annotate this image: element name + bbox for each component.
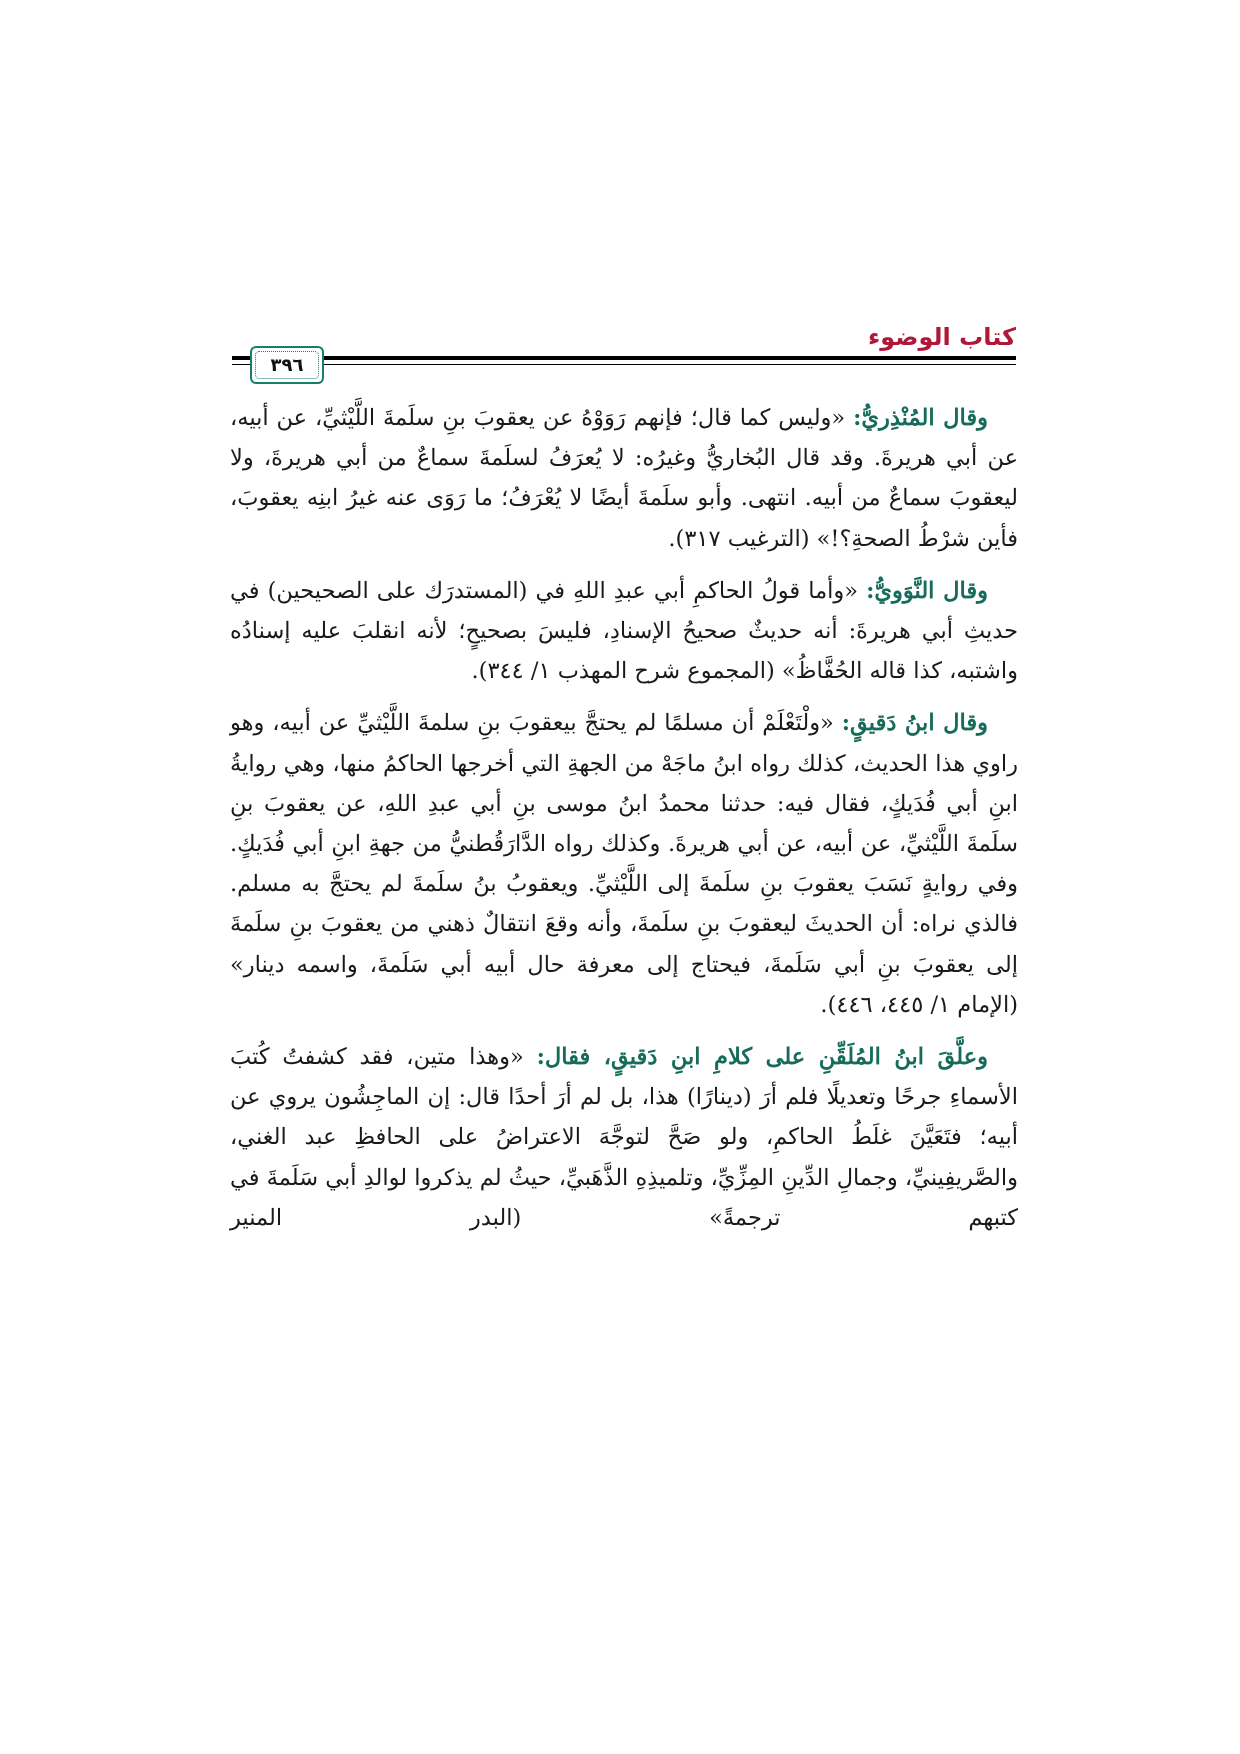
paragraph-text: «وهذا متين، فقد كشفتُ كُتبَ الأسماءِ جرحًا وتعديلًا فلم أرَ (دينارًا) هذا، بل لم أرَ أحدًا قال: إن الماجِشُون يروي عن أبيه؛ فتَعَيَّنَ غلَطُ الحاكمِ، ولو صَحَّ لتوجَّهَ الاعتراضُ على الحافظِ عبد الغني، والصَّريفِينيِّ، وجمالِ الدِّينِ المِزِّيِّ، وتلميذِهِ الذَّهَبيِّ، حيثُ لم يذكروا لوالدِ أبي سَلَمةَ في كتبهم ترجمةً» (البدر المنير <box>230 1044 1018 1231</box>
speaker-label: وقال النَّوَويُّ: <box>866 577 988 604</box>
page-number-badge <box>250 346 324 384</box>
page-header <box>232 320 1016 380</box>
book-title: كتاب الوضوء <box>867 323 1016 351</box>
paragraph-ibn-daqiq <box>230 703 1018 1025</box>
page-number: ٣٩٦ <box>270 354 304 376</box>
page-body <box>230 398 1018 1250</box>
header-rule-thin <box>232 364 1016 365</box>
paragraph-ibn-mulaqqin <box>230 1037 1018 1238</box>
header-rule-thick <box>232 356 1016 360</box>
paragraph-nawawi <box>230 571 1018 692</box>
paragraph-mundhiri <box>230 398 1018 559</box>
speaker-label: وعلَّقَ ابنُ المُلَقِّنِ على كلامِ ابنِ دَقيقٍ، فقال: <box>536 1044 988 1071</box>
speaker-label: وقال ابنُ دَقيقٍ: <box>841 710 988 737</box>
paragraph-text: «وأما قولُ الحاكمِ أبي عبدِ اللهِ في (المستدرَك على الصحيحين) في حديثِ أبي هريرةَ: أنه حديثٌ صحيحُ الإسنادِ، فليسَ بصحيحٍ؛ لأنه انقلبَ عليه إسنادُه واشتبه، كذا قاله الحُفَّاظُ» (المجموع شرح المهذب ١/ ٣٤٤). <box>230 577 1018 685</box>
paragraph-text: «ولْتَعْلَمْ أن مسلمًا لم يحتجَّ بيعقوبَ بنِ سلمةَ اللَّيْثيِّ عن أبيه، وهو راوي هذا الحديث، كذلك رواه ابنُ ماجَهْ من الجهةِ التي أخرجها الحاكمُ منها، وهي روايةُ ابنِ أبي فُدَيكٍ، فقال فيه: حدثنا محمدُ ابنُ موسى بنِ أبي عبدِ اللهِ، عن يعقوبَ بنِ سلَمةَ اللَّيْثيِّ، عن أبيه، عن أبي هريرةَ. وكذلك رواه الدَّارَقُطنيُّ من جهةِ ابنِ أبي فُدَيكٍ. وفي روايةٍ نَسَبَ يعقوبَ بنِ سلَمةَ إلى اللَّيْثيِّ. ويعقوبُ بنُ سلَمةَ لم يحتجَّ به مسلم. فالذي نراه: أن الحديثَ ليعقوبَ بنِ سلَمةَ، وأنه وقعَ انتقالٌ ذهني من يعقوبَ بنِ سلَمةَ إلى يعقوبَ بنِ أبي سَلَمةَ، فيحتاج إلى معرفة حال أبيه أبي سَلَمةَ، واسمه دينار» (الإمام ١/ ٤٤٥، ٤٤٦). <box>230 710 1018 1018</box>
paragraph-text: «وليس كما قال؛ فإنهم رَوَوْهُ عن يعقوبَ بنِ سلَمةَ اللَّيْثيِّ، عن أبيه، عن أبي هريرةَ. وقد قال البُخاريُّ وغيرُه: لا يُعرَفُ لسلَمةَ سماعٌ من أبي هريرةَ، ولا ليعقوبَ سماعٌ من أبيه. انتهى. وأبو سلَمةَ أيضًا لا يُعْرَفُ؛ ما رَوَى عنه غيرُ ابنِه يعقوبَ، فأين شرْطُ الصحةِ؟!» (الترغيب ٣١٧). <box>230 405 1018 552</box>
speaker-label: وقال المُنْذِريُّ: <box>853 405 989 431</box>
